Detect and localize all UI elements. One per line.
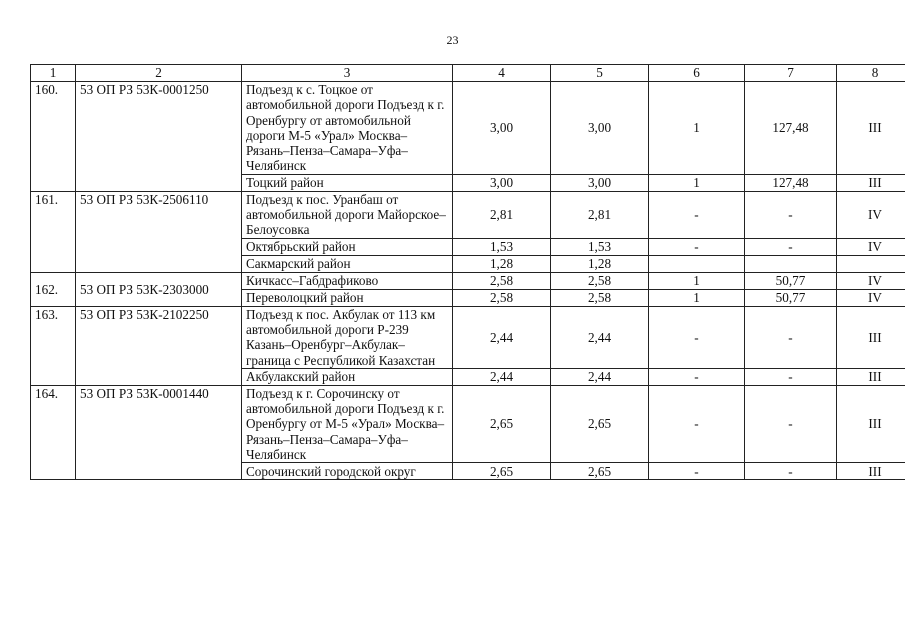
cell-col5: 2,81 xyxy=(551,191,649,238)
column-header: 8 xyxy=(837,65,905,82)
table-row xyxy=(31,306,905,368)
cell-col5: 3,00 xyxy=(551,82,649,175)
cell-col6: 1 xyxy=(649,289,745,306)
cell-col4: 1,53 xyxy=(453,238,551,255)
road-code: 53 ОП РЗ 53К-2102250 xyxy=(76,306,242,385)
entry-number: 164. xyxy=(31,385,76,479)
entry-number: 160. xyxy=(31,82,76,192)
cell-col6: - xyxy=(649,385,745,462)
cell-col5: 2,58 xyxy=(551,289,649,306)
cell-col6: 1 xyxy=(649,272,745,289)
table-row xyxy=(31,272,905,289)
cell-col8: III xyxy=(837,174,905,191)
cell-col7: - xyxy=(745,463,837,480)
cell-col7: 127,48 xyxy=(745,82,837,175)
cell-col4: 2,58 xyxy=(453,289,551,306)
column-header: 7 xyxy=(745,65,837,82)
cell-col6: - xyxy=(649,191,745,238)
cell-col4: 3,00 xyxy=(453,82,551,175)
cell-col8: IV xyxy=(837,191,905,238)
table-row xyxy=(31,385,905,462)
cell-col6: 1 xyxy=(649,82,745,175)
cell-col5: 2,58 xyxy=(551,272,649,289)
cell-col7: - xyxy=(745,238,837,255)
cell-col4: 2,65 xyxy=(453,463,551,480)
district-name: Переволоцкий район xyxy=(242,289,453,306)
road-code: 53 ОП РЗ 53К-0001440 xyxy=(76,385,242,479)
road-name: Подъезд к с. Тоцкое от автомобильной дороги Подъезд к г. Оренбургу от автомобильной дороги М-5 «Урал» Москва–Рязань–Пенза–Самара–Уфа–Челябинск xyxy=(242,82,453,175)
cell-col8: III xyxy=(837,82,905,175)
cell-col6: - xyxy=(649,238,745,255)
cell-col7: 50,77 xyxy=(745,289,837,306)
cell-col5: 2,65 xyxy=(551,463,649,480)
header-row xyxy=(31,65,905,82)
cell-col8: III xyxy=(837,385,905,462)
cell-col7 xyxy=(745,255,837,272)
cell-col4: 2,44 xyxy=(453,368,551,385)
column-header: 2 xyxy=(76,65,242,82)
roads-table xyxy=(30,64,905,480)
cell-col4: 2,65 xyxy=(453,385,551,462)
district-name: Октябрьский район xyxy=(242,238,453,255)
district-name: Сакмарский район xyxy=(242,255,453,272)
road-name: Подъезд к пос. Уранбаш от автомобильной дороги Майорское–Белоусовка xyxy=(242,191,453,238)
column-header: 1 xyxy=(31,65,76,82)
entry-number: 162. xyxy=(31,272,76,306)
cell-col5: 3,00 xyxy=(551,174,649,191)
cell-col5: 2,44 xyxy=(551,368,649,385)
road-name: Кичкасс–Габдрафиково xyxy=(242,272,453,289)
cell-col4: 3,00 xyxy=(453,174,551,191)
cell-col8: III xyxy=(837,463,905,480)
cell-col4: 2,58 xyxy=(453,272,551,289)
cell-col7: - xyxy=(745,385,837,462)
cell-col6 xyxy=(649,255,745,272)
district-name: Тоцкий район xyxy=(242,174,453,191)
cell-col5: 2,65 xyxy=(551,385,649,462)
cell-col6: - xyxy=(649,368,745,385)
cell-col8: III xyxy=(837,368,905,385)
cell-col8: IV xyxy=(837,272,905,289)
cell-col8: III xyxy=(837,306,905,368)
cell-col7: - xyxy=(745,191,837,238)
column-header: 4 xyxy=(453,65,551,82)
cell-col6: 1 xyxy=(649,174,745,191)
column-header: 6 xyxy=(649,65,745,82)
cell-col5: 1,53 xyxy=(551,238,649,255)
column-header: 3 xyxy=(242,65,453,82)
road-code: 53 ОП РЗ 53К-0001250 xyxy=(76,82,242,192)
cell-col6: - xyxy=(649,463,745,480)
cell-col5: 2,44 xyxy=(551,306,649,368)
cell-col4: 2,44 xyxy=(453,306,551,368)
cell-col4: 1,28 xyxy=(453,255,551,272)
page-number: 23 xyxy=(446,33,459,47)
cell-col8: IV xyxy=(837,289,905,306)
entry-number: 163. xyxy=(31,306,76,385)
district-name: Акбулакский район xyxy=(242,368,453,385)
road-name: Подъезд к г. Сорочинску от автомобильной дороги Подъезд к г. Оренбургу от М-5 «Урал» Москва–Рязань–Пенза–Самара–Уфа–Челябинск xyxy=(242,385,453,462)
cell-col7: 127,48 xyxy=(745,174,837,191)
cell-col5: 1,28 xyxy=(551,255,649,272)
table-row xyxy=(31,191,905,238)
cell-col7: 50,77 xyxy=(745,272,837,289)
district-name: Сорочинский городской округ xyxy=(242,463,453,480)
cell-col8: IV xyxy=(837,238,905,255)
road-code: 53 ОП РЗ 53К-2506110 xyxy=(76,191,242,272)
cell-col7: - xyxy=(745,368,837,385)
cell-col6: - xyxy=(649,306,745,368)
cell-col4: 2,81 xyxy=(453,191,551,238)
cell-col7: - xyxy=(745,306,837,368)
road-code: 53 ОП РЗ 53К-2303000 xyxy=(76,272,242,306)
entry-number: 161. xyxy=(31,191,76,272)
table-row xyxy=(31,82,905,175)
column-header: 5 xyxy=(551,65,649,82)
road-name: Подъезд к пос. Акбулак от 113 км автомобильной дороги Р-239 Казань–Оренбург–Акбулак–граница с Республикой Казахстан xyxy=(242,306,453,368)
cell-col8 xyxy=(837,255,905,272)
